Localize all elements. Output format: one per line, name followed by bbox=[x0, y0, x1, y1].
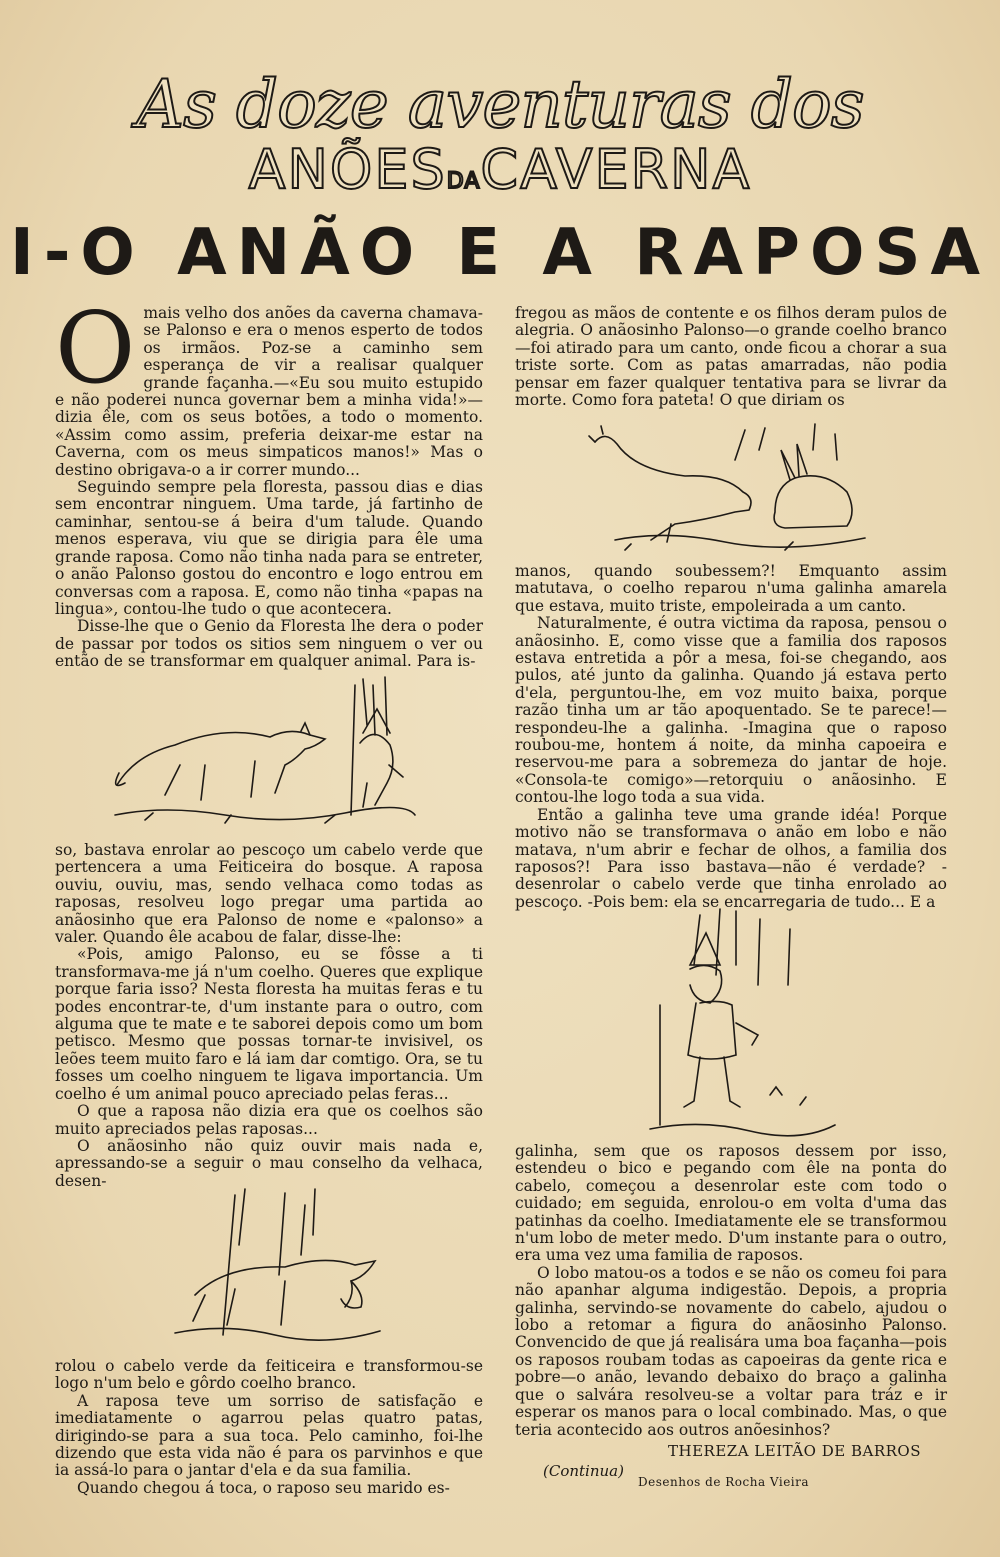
drop-cap: O bbox=[55, 292, 136, 406]
paragraph: «Pois, amigo Palonso, eu se fôsse a ti transformava-me já n'um coelho. Queres que explique porque faria isso? Nesta floresta ha muitas feras e tu podes encontrar-te, d'um instante para o outro, com alguma que te mate e te saborei depois como um bom petisco. Mesmo que possas tornar-te invisivel, os leões teem muito faro e lá iam dar comtigo. Ora, se tu fosses um coelho ninguem te ligava importancia. Um coelho é um animal pouco apreciado pelas feras... bbox=[55, 945, 483, 1103]
paragraph: Então a galinha teve uma grande idéa! Porque motivo não se transformava o anão em lobo e não matava, n'um abrir e fechar de olhos, a familia dos raposos?! Para isso bastava—não é verdade? -desenrolar o cabelo verde que tinha enrolado ao pescoço. -Pois bem: ela se encarregaria de tudo... E a bbox=[515, 805, 947, 911]
chapter-title: I-O ANÃO E A RAPOSA bbox=[10, 216, 990, 290]
paragraph: so, bastava enrolar ao pescoço um cabelo verde que pertencera a uma Feiticeira do bosque. A raposa ouviu, ouviu, mas, sendo velhaca como todas as raposas, resolveu logo pregar uma partida ao anãosinho que era Palonso de nome e «palonso» a valer. Quando êle acabou de falar, disse-lhe: bbox=[55, 841, 483, 947]
fox-carrying-illustration bbox=[165, 1185, 390, 1345]
paragraph: rolou o cabelo verde da feiticeira e transformou-se logo n'um belo e gôrdo coelho branco. bbox=[55, 1357, 483, 1393]
paragraph: A raposa teve um sorriso de satisfação e imediatamente o agarrou pelas quatro patas, dirigindo-se para a sua toca. Pelo caminho, foi-lhe dizendo que esta vida não é para os parvinhos e que ia assá-lo para o jantar d'ela e da sua familia. bbox=[55, 1391, 483, 1480]
article-header bbox=[0, 66, 1000, 290]
left-column-middle bbox=[55, 842, 483, 1190]
paragraph: fregou as mãos de contente e os filhos deram pulos de alegria. O anãosinho Palonso—o grande coelho branco—foi atirado para um canto, onde ficou a chorar a sua triste sorte. Com as patas amarradas, não podia pensar em fazer qualquer tentativa para se livrar da morte. Como fora pateta! O que diriam os bbox=[515, 304, 947, 410]
paragraph: galinha, sem que os raposos dessem por isso, estendeu o bico e pegando com êle na ponta do cabelo, começou a desenrolar este com todo o cuidado; em seguida, enrolou-o em volta d'uma das patinhas da coelho. Imediatamente ele se transformou n'um lobo de meter medo. D'um instante para o outro, era uma vez uma familia de raposos. bbox=[515, 1142, 947, 1265]
hen-and-rabbit-illustration bbox=[585, 420, 875, 560]
paragraph: Naturalmente, é outra victima da raposa, pensou o anãosinho. E, como visse que a familia dos raposos estava entretida a pôr a mesa, foi-se chegando, aos pulos, até junto da galinha. Quando já estava perto d'ela, perguntou-lhe, em voz muito baixa, porque razão tinha um ar tão apoquentado. Se te parece!—respondeu-lhe a galinha. -Imagina que o raposo roubou-me, hontem á noite, da minha capoeira e reservou-me para a sobremeza do jantar de hoje. «Consola-te comigo»—retorquiu o anãosinho. E contou-lhe logo toda a sua vida. bbox=[515, 614, 947, 807]
title-line-2 bbox=[0, 138, 1000, 210]
right-column-middle bbox=[515, 563, 947, 911]
paragraph: manos, quando soubessem?! Emquanto assim matutava, o coelho reparou n'uma galinha amarela que estava, muito triste, empoleirada a um canto. bbox=[515, 562, 947, 615]
illustration-credit: Desenhos de Rocha Vieira bbox=[638, 1475, 810, 1489]
paragraph: Disse-lhe que o Genio da Floresta lhe dera o poder de passar por todos os sitios sem ninguem o ver ou então de se transformar em qualquer animal. Para is- bbox=[55, 617, 483, 671]
paragraph: O que a raposa não dizia era que os coelhos são muito apreciados pelas raposas... bbox=[55, 1102, 483, 1138]
paragraph: O anãosinho não quiz ouvir mais nada e, apressando-se a seguir o mau conselho da velhaca, desen- bbox=[55, 1136, 483, 1190]
title-line-1: As doze aventuras dos bbox=[136, 66, 864, 143]
paragraph: mais velho dos anões da caverna chamava-se Palonso e era o menos esperto de todos os irmãos. Poz-se a caminho sem esperança de vir a realisar qualquer grande façanha.—«Eu sou muito estupido e não poderei nunca governar bem a minha vida!»—dizia êle, com os seus botões, a todo o momento. «Assim como assim, preferia deixar-me estar na Caverna, com os meus simpaticos manos!» Mas o destino obrigava-o a ir correr mundo... bbox=[55, 304, 483, 479]
dwarf-standing-illustration bbox=[640, 905, 840, 1140]
title-word-da: DA bbox=[446, 169, 481, 194]
right-column-bottom bbox=[515, 1143, 947, 1439]
paragraph: Quando chegou á toca, o raposo seu marido es- bbox=[77, 1478, 450, 1497]
author-signature: THEREZA LEITÃO DE BARROS bbox=[668, 1442, 921, 1460]
paragraph: Seguindo sempre pela floresta, passou dias e dias sem encontrar ninguem. Uma tarde, já fartinho de caminhar, sentou-se á beira d'um talude. Quando menos esperava, viu que se dirigia para êle uma grande raposa. Como não tinha nada para se entreter, o anão Palonso gostou do encontro e logo entrou em conversas com a raposa. E, como não tinha «papas na lingua», contou-lhe tudo o que acontecera. bbox=[55, 478, 483, 618]
left-column-top bbox=[55, 292, 483, 671]
fox-and-dwarf-illustration bbox=[105, 665, 425, 830]
right-column-top bbox=[515, 305, 947, 409]
continued-label: (Continua) bbox=[543, 1462, 624, 1480]
paragraph: O lobo matou-os a todos e se não os comeu foi para não apanhar alguma indigestão. Depois, a propria galinha, servindo-se novamente do cabelo, ajudou o lobo a retomar a figura do anãosinho Palonso. Convencido de que já realisára uma boa façanha—pois os raposos roubam todas as capoeiras da gente rica e pobre—o anão, levando debaixo do braço a galinha que o salvára resolveu-se a voltar para tráz e ir esperar os manos para o local combinado. Mas, o que teria acontecido aos outros anõesinhos? bbox=[515, 1263, 947, 1439]
title-word-caverna: CAVERNA bbox=[480, 138, 752, 201]
left-column-bottom bbox=[55, 1358, 483, 1497]
title-word-anoes: ANÕES bbox=[248, 138, 447, 201]
